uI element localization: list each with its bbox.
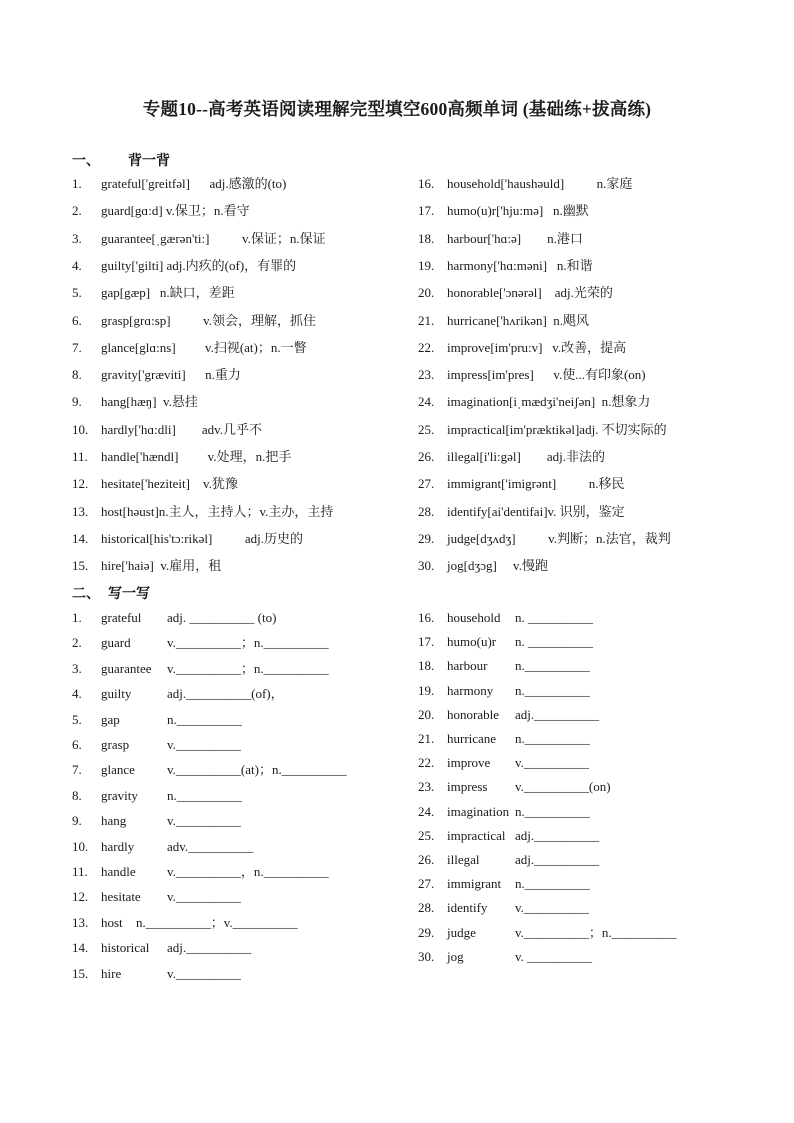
item-blanks <box>167 965 241 983</box>
page-title: 专题10--高考英语阅读理解完型填空600高频单词 (基础练+拔高练) <box>142 99 652 119</box>
answer-blank: __________ <box>145 914 211 930</box>
answer-blank: __________ <box>175 635 241 651</box>
item-number: 20. <box>418 285 435 301</box>
item-entry: humo(u)r['hju:mə] n.幽默 <box>447 203 589 219</box>
item-number: 28. <box>418 503 435 519</box>
item-number: 11. <box>72 864 88 879</box>
item-entry: impress[im'pres] v.使...有印象(on) <box>447 367 646 383</box>
item-entry: guard[gɑ:d] v.保卫；n.看守 <box>101 203 250 219</box>
item-entry: harbour['hɑ:ə] n.港口 <box>447 230 583 246</box>
item-number: 9. <box>72 394 82 410</box>
item-word: host <box>101 914 123 930</box>
item-number: 12. <box>72 889 89 905</box>
item-number: 17. <box>418 203 435 219</box>
item-blanks <box>515 657 590 675</box>
item-number: 1. <box>72 610 82 625</box>
answer-blank: __________ <box>528 634 593 650</box>
item-number: 4. <box>72 257 82 273</box>
item-blanks <box>167 609 276 627</box>
suffix-text: (of)， <box>251 686 284 702</box>
item-word: gravity <box>101 787 138 803</box>
item-entry: household['haushəuld] n.家庭 <box>447 176 633 191</box>
item-blanks <box>515 754 589 772</box>
answer-blank: __________ <box>611 924 677 940</box>
item-word: illegal <box>447 852 480 867</box>
item-blanks <box>515 899 589 917</box>
item-word: hang <box>101 813 127 829</box>
pos-label: n. <box>515 610 528 625</box>
item-word: hardly <box>101 838 135 854</box>
item-number: 3. <box>72 660 82 676</box>
suffix-text: ；n. <box>240 660 264 676</box>
item-entry: grasp[grɑ:sp] v.领会，理解，抓住 <box>101 312 317 328</box>
item-word: harbour <box>447 658 488 674</box>
item-blanks <box>167 685 284 703</box>
item-number: 22. <box>418 339 435 355</box>
item-word: humo(u)r <box>447 634 497 650</box>
answer-blank: __________ <box>186 686 252 702</box>
item-number: 23. <box>418 779 435 795</box>
item-number: 22. <box>418 755 435 771</box>
answer-blank: __________ <box>523 779 589 795</box>
item-blanks <box>167 888 241 906</box>
item-word: guard <box>101 635 131 651</box>
item-number: 2. <box>72 203 82 219</box>
suffix-text: (on) <box>588 779 611 795</box>
item-number: 2. <box>72 635 82 651</box>
item-number: 7. <box>72 339 82 355</box>
item-number: 4. <box>72 686 82 702</box>
suffix-text: ；n. <box>240 635 264 651</box>
item-word: identify <box>447 900 488 916</box>
pos-label: n. <box>136 914 146 930</box>
pos-label: v. <box>515 779 524 795</box>
answer-blank: __________ <box>524 876 590 892</box>
pos-label: adj. <box>515 706 535 722</box>
item-number: 19. <box>418 682 435 698</box>
item-entry: historical[his'tɔ:rikəl] adj.历史的 <box>101 530 303 546</box>
item-number: 16. <box>418 610 435 625</box>
item-number: 30. <box>418 558 435 574</box>
answer-blank: __________ <box>189 610 255 625</box>
item-number: 21. <box>418 312 435 328</box>
item-blanks <box>515 633 593 651</box>
item-entry: guilty['gilti] adj.内疚的(of)，有罪的 <box>101 257 297 273</box>
pos-label: adj. <box>167 686 187 702</box>
item-word: harmony <box>447 682 494 698</box>
item-number: 5. <box>72 711 82 727</box>
item-number: 14. <box>72 530 89 546</box>
item-number: 3. <box>72 230 82 246</box>
item-entry: identify[ai'dentifai]v. 识别，鉴定 <box>447 503 625 519</box>
item-entry: honorable['ɔnərəl] adj.光荣的 <box>447 285 613 301</box>
item-entry: gravity['græviti] n.重力 <box>101 367 241 383</box>
item-entry: glance[glɑ:ns] v.扫视(at)；n.一瞥 <box>101 339 307 355</box>
item-entry: grateful['greitfəl] adj.感激的(to) <box>101 176 287 191</box>
item-entry: harmony['hɑ:məni] n.和谐 <box>447 257 593 273</box>
pos-label: n. <box>515 876 525 892</box>
item-number: 24. <box>418 803 435 819</box>
pos-label: v. <box>167 864 176 879</box>
item-number: 7. <box>72 762 82 778</box>
item-word: handle <box>101 864 136 879</box>
item-word: judge <box>447 924 476 940</box>
item-word: impractical <box>447 827 506 843</box>
answer-blank: __________ <box>176 787 242 803</box>
answer-blank: __________ <box>175 813 241 829</box>
item-word: imagination <box>447 803 510 819</box>
item-blanks <box>515 706 599 724</box>
answer-blank: __________ <box>281 762 347 778</box>
item-entry: imagination[iˌmædʒi'neiʃən] n.想象力 <box>447 394 651 410</box>
answer-blank: __________ <box>524 803 590 819</box>
answer-blank: __________ <box>175 889 241 905</box>
suffix-text: (to) <box>254 610 277 625</box>
item-blanks <box>167 736 241 754</box>
item-blanks <box>515 778 611 796</box>
item-blanks <box>515 682 590 700</box>
pos-label: v. <box>515 948 528 964</box>
item-number: 1. <box>72 176 82 191</box>
item-entry: illegal[i'li:gəl] adj.非法的 <box>447 449 605 464</box>
item-number: 10. <box>72 421 89 437</box>
answer-blank: __________ <box>534 852 600 867</box>
pos-label: v. <box>515 755 524 771</box>
pos-label: n. <box>167 711 177 727</box>
item-entry: jog[dʒɔg] v.慢跑 <box>447 558 548 574</box>
pos-label: adj. <box>167 610 190 625</box>
item-number: 5. <box>72 285 82 301</box>
item-entry: judge[dʒʌdʒ] v.判断；n.法官，裁判 <box>447 530 671 546</box>
item-entry: impractical[im'præktikəl]adj. 不切实际的 <box>447 421 667 437</box>
item-number: 8. <box>72 367 82 383</box>
answer-blank: __________ <box>175 762 241 778</box>
answer-blank: __________ <box>523 755 589 771</box>
answer-blank: __________ <box>523 924 589 940</box>
item-word: hurricane <box>447 731 497 746</box>
suffix-text: ，n. <box>240 864 264 879</box>
item-number: 21. <box>418 731 435 746</box>
pos-label: adj. <box>167 940 187 956</box>
item-word: grasp <box>101 737 130 752</box>
item-number: 6. <box>72 312 82 328</box>
item-entry: gap[gæp] n.缺口，差距 <box>101 285 235 301</box>
item-number: 15. <box>72 965 89 981</box>
pos-label: v. <box>515 924 524 940</box>
item-blanks <box>167 761 347 779</box>
item-number: 24. <box>418 394 435 410</box>
item-entry: hurricane['hʌrikən] n.飓风 <box>447 312 590 328</box>
item-entry: host[həust]n.主人，主持人；v.主办，主持 <box>101 503 334 519</box>
item-number: 10. <box>72 838 89 854</box>
item-number: 23. <box>418 367 435 383</box>
item-blanks <box>167 812 241 830</box>
answer-blank: __________ <box>263 635 329 651</box>
pos-label: v. <box>515 900 524 916</box>
answer-blank: __________ <box>175 864 241 879</box>
item-word: honorable <box>447 706 499 722</box>
answer-blank: __________ <box>527 948 593 964</box>
pos-label: v. <box>167 889 176 905</box>
item-entry: hardly['hɑ:dli] adv.几乎不 <box>101 421 263 437</box>
item-blanks <box>515 924 677 942</box>
item-entry: handle['hændl] v.处理，n.把手 <box>101 449 292 464</box>
item-word: guarantee <box>101 660 152 676</box>
item-number: 8. <box>72 787 82 803</box>
item-word: guilty <box>101 686 132 702</box>
item-entry: guarantee[ˌgærən'ti:] v.保证；n.保证 <box>101 230 326 246</box>
item-blanks <box>167 634 329 652</box>
pos-label: n. <box>515 682 525 698</box>
pos-label: n. <box>515 658 525 674</box>
item-number: 25. <box>418 421 435 437</box>
item-number: 27. <box>418 476 435 492</box>
item-number: 15. <box>72 558 89 574</box>
answer-blank: __________ <box>263 864 329 879</box>
item-word: historical <box>101 940 150 956</box>
pos-label: n. <box>515 803 525 819</box>
answer-blank: __________ <box>534 827 600 843</box>
item-number: 27. <box>418 876 435 892</box>
item-word: hire <box>101 965 122 981</box>
item-number: 26. <box>418 449 435 464</box>
item-word: immigrant <box>447 876 502 892</box>
pos-label: v. <box>167 762 176 778</box>
item-entry: immigrant['imigrənt] n.移民 <box>447 476 625 492</box>
pos-label: v. <box>167 813 176 829</box>
section-heading-read <box>72 150 170 170</box>
pos-label: adv. <box>167 838 189 854</box>
item-word: impress <box>447 779 488 795</box>
item-number: 18. <box>418 658 435 674</box>
item-number: 17. <box>418 634 435 650</box>
answer-blank: __________ <box>232 914 298 930</box>
item-number: 18. <box>418 230 435 246</box>
answer-blank: __________ <box>524 682 590 698</box>
pos-label: adj. <box>515 852 535 867</box>
item-number: 6. <box>72 737 82 752</box>
section-number: 一、 <box>72 154 100 169</box>
item-entry: improve[im'pru:v] v.改善，提高 <box>447 339 627 355</box>
answer-blank: __________ <box>534 706 600 722</box>
item-blanks <box>515 948 592 966</box>
section-heading-write <box>72 583 150 603</box>
item-number: 20. <box>418 706 435 722</box>
item-number: 11. <box>72 449 88 464</box>
item-blanks <box>515 851 599 869</box>
item-number: 14. <box>72 940 89 956</box>
answer-blank: __________ <box>175 737 241 752</box>
answer-blank: __________ <box>528 610 593 625</box>
item-number: 12. <box>72 476 89 492</box>
item-number: 19. <box>418 257 435 273</box>
item-number: 13. <box>72 503 89 519</box>
item-number: 25. <box>418 827 435 843</box>
answer-blank: __________ <box>524 731 590 746</box>
item-blanks <box>167 787 242 805</box>
item-word: household <box>447 610 501 625</box>
item-number: 30. <box>418 948 435 964</box>
item-word: jog <box>447 948 464 964</box>
answer-blank: __________ <box>186 940 252 956</box>
item-entry: hang[hæŋ] v.悬挂 <box>101 394 198 410</box>
suffix-text: (at)；n. <box>240 762 282 778</box>
item-number: 26. <box>418 852 435 867</box>
pos-label: n. <box>515 731 525 746</box>
answer-blank: __________ <box>263 660 329 676</box>
pos-label: v. <box>167 660 176 676</box>
item-entry: hesitate['heziteit] v.犹豫 <box>101 476 238 492</box>
item-number: 29. <box>418 530 435 546</box>
answer-blank: __________ <box>176 711 242 727</box>
item-blanks <box>167 863 329 881</box>
answer-blank: __________ <box>175 965 241 981</box>
item-blanks <box>515 803 590 821</box>
item-number: 16. <box>418 176 435 191</box>
pos-label: n. <box>167 787 177 803</box>
answer-blank: __________ <box>188 838 254 854</box>
item-entry: hire['haiə] v.雇用，租 <box>101 558 222 574</box>
suffix-text: ；v. <box>210 914 233 930</box>
item-blanks <box>167 939 251 957</box>
item-blanks <box>515 730 590 748</box>
pos-label: v. <box>167 965 176 981</box>
section-label: 背一背 <box>128 154 170 169</box>
pos-label: n. <box>515 634 528 650</box>
item-word: glance <box>101 762 135 778</box>
answer-blank: __________ <box>523 900 589 916</box>
item-blanks <box>515 827 599 845</box>
item-blanks <box>167 711 242 729</box>
item-word: gap <box>101 711 120 727</box>
section-number: 二、 <box>72 587 100 602</box>
item-blanks <box>167 838 253 856</box>
section-label: 写一写 <box>108 587 150 602</box>
item-number: 29. <box>418 924 435 940</box>
item-word: grateful <box>101 610 142 625</box>
item-word: hesitate <box>101 889 141 905</box>
item-number: 9. <box>72 813 82 829</box>
answer-blank: __________ <box>524 658 590 674</box>
pos-label: v. <box>167 737 176 752</box>
answer-blank: __________ <box>175 660 241 676</box>
item-blanks <box>136 914 298 932</box>
item-number: 28. <box>418 900 435 916</box>
item-number: 13. <box>72 914 89 930</box>
pos-label: adj. <box>515 827 535 843</box>
item-blanks <box>515 609 593 627</box>
item-blanks <box>167 660 329 678</box>
item-blanks <box>515 875 590 893</box>
pos-label: v. <box>167 635 176 651</box>
suffix-text: ；n. <box>588 924 612 940</box>
item-word: improve <box>447 755 491 771</box>
